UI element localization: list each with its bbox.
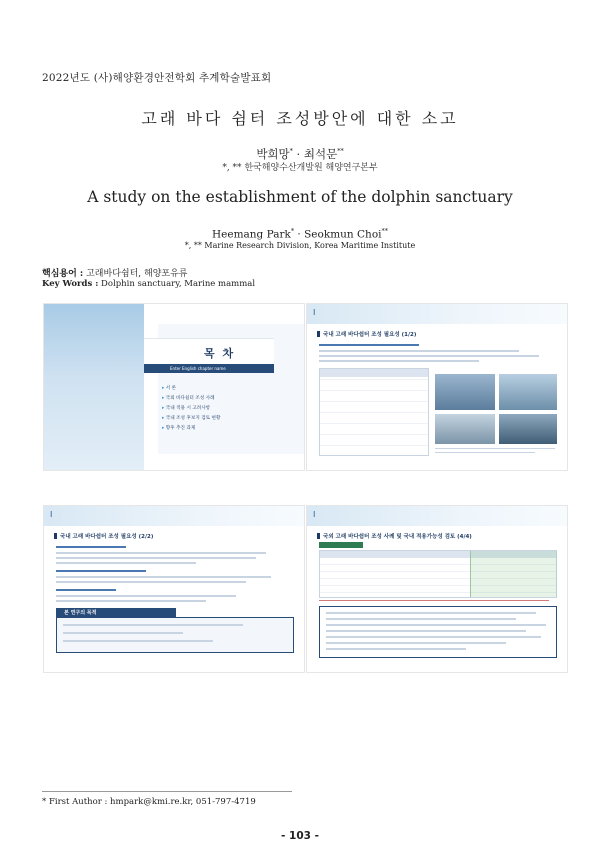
purpose-box-title: 본 연구의 목적 (64, 610, 97, 616)
toc-side-panel (44, 304, 144, 470)
slide-cases-review (306, 505, 568, 673)
text-line (63, 624, 243, 626)
title-korean: 고래 바다 쉼터 조성방안에 대한 소고 (141, 109, 459, 128)
text-line (435, 448, 555, 449)
author-1: 박희망 (256, 147, 290, 161)
author-1-en: Heemang Park (211, 228, 291, 241)
affiliation-korean: *, ** 한국해양수산개발원 해양연구본부 (222, 163, 378, 173)
toc-subtitle: Enter English chapter name (170, 366, 226, 371)
author-separator-en: · (294, 228, 305, 241)
toc-item: ▸ 국내 적용 시 고려사항 (162, 406, 211, 411)
text-line (326, 630, 526, 632)
toc-subtitle-bar (144, 364, 274, 373)
slide-title: 국내 고래 바다쉼터 조성 필요성 (1/2) (317, 330, 416, 338)
summary-box (319, 606, 557, 658)
author-2: 최석문 (303, 147, 338, 161)
toc-title: 목 차 (204, 347, 236, 360)
text-line (56, 570, 146, 572)
text-line (56, 557, 256, 559)
toc-item: ▸ 서 론 (162, 386, 177, 391)
text-line (56, 589, 116, 591)
purpose-box (56, 617, 294, 653)
slide-title: 국외 고래 바다쉼터 조성 사례 및 국내 적용가능성 검토 (4/4) (317, 532, 472, 540)
slide-title: 국내 고래 바다쉼터 조성 필요성 (2/2) (54, 532, 153, 540)
text-line (319, 344, 419, 346)
keywords-english (42, 279, 255, 289)
sanctuary-photo-3 (435, 414, 495, 444)
text-line (56, 562, 196, 564)
text-line (435, 452, 535, 453)
keywords-korean (42, 266, 187, 279)
text-line (326, 624, 546, 626)
slide-logo-icon: Ⅰ (313, 308, 316, 317)
text-line (63, 632, 183, 634)
authors-english (0, 227, 600, 241)
author-2-en: Seokmun Choi (304, 228, 382, 241)
text-line (319, 350, 519, 352)
footnote-rule (42, 791, 292, 792)
table-highlight-column (470, 551, 557, 597)
purpose-box-header (56, 608, 176, 617)
slide-header-band (44, 506, 304, 526)
toc-list (162, 384, 220, 434)
text-line (319, 355, 539, 357)
slide-necessity-2 (43, 505, 305, 673)
text-line (63, 640, 213, 642)
author-2-en-mark: ** (381, 227, 388, 235)
section-tag (319, 542, 363, 548)
text-line (319, 360, 479, 362)
keywords-korean-value: 고래바다쉼터, 해양포유류 (86, 269, 188, 279)
text-line (56, 595, 236, 597)
review-table (319, 550, 557, 598)
cases-table (319, 368, 429, 456)
toc-item: ▸ 국내 조성 후보지 검토 현황 (162, 416, 221, 421)
slide-necessity-1 (306, 303, 568, 471)
sanctuary-photo-1 (435, 374, 495, 410)
toc-item: ▸ 국외 바다쉼터 조성 사례 (162, 396, 215, 401)
keywords-english-value: Dolphin sanctuary, Marine mammal (101, 279, 256, 289)
keywords-english-label: Key Words : (42, 279, 99, 289)
conference-header: 2022년도 (사)해양환경안전학회 추계학술발표회 (42, 72, 272, 84)
affiliation-english: *, ** Marine Research Division, Korea Maritime Institute (184, 241, 416, 250)
text-line (56, 576, 271, 578)
text-line (326, 648, 466, 650)
text-line (56, 581, 246, 583)
sanctuary-photo-2 (499, 374, 557, 410)
text-line (56, 552, 266, 554)
text-line (326, 612, 536, 614)
author-1-en-mark: * (290, 227, 295, 235)
dolphin-photo (499, 414, 557, 444)
text-line (319, 600, 549, 601)
toc-title-box (144, 338, 274, 365)
title-english: A study on the establishment of the dolphin sanctuary (87, 188, 513, 206)
text-line (326, 642, 506, 644)
slide-logo-icon: Ⅰ (313, 510, 316, 519)
toc-item: ▸ 향후 추진 과제 (162, 426, 196, 431)
footnote: * First Author : hmpark@kmi.re.kr, 051-797-4719 (42, 797, 256, 807)
slide-header-band (307, 304, 567, 324)
author-separator: · (292, 147, 304, 161)
text-line (56, 546, 126, 548)
text-line (326, 636, 541, 638)
table-header-row (320, 369, 428, 377)
slide-logo-icon: Ⅰ (50, 510, 53, 519)
page-number: - 103 - (281, 830, 319, 842)
slide-toc (43, 303, 305, 471)
slide-header-band (307, 506, 567, 526)
keywords-korean-label: 핵심용어 : (42, 269, 84, 279)
author-1-mark: * (289, 147, 293, 156)
text-line (56, 600, 206, 602)
author-2-mark: ** (337, 147, 344, 156)
text-line (326, 618, 516, 620)
